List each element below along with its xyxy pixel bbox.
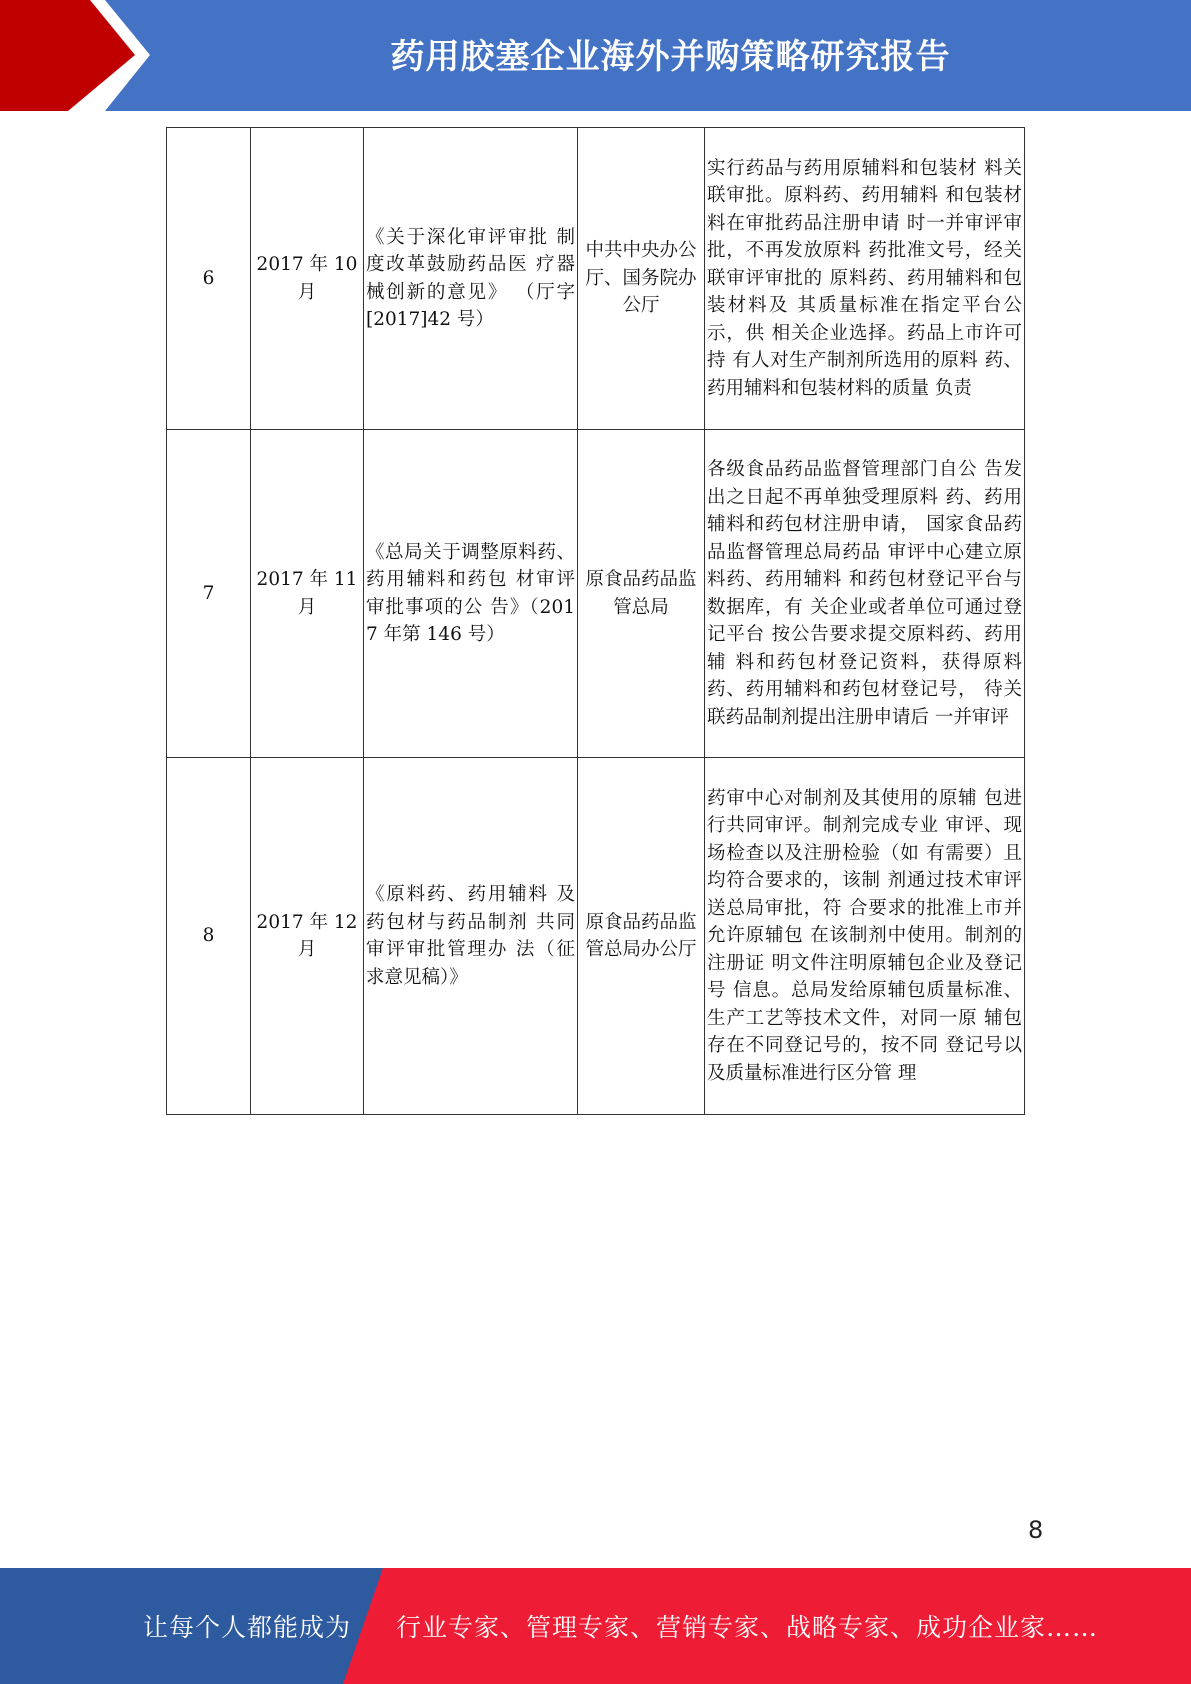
row-document: 《总局关于调整原料药、药用辅料和药包 材审评审批事项的公 告》（2017 年第 146 号） <box>364 430 578 758</box>
page-footer <box>0 1568 1191 1684</box>
policy-table <box>166 127 1025 1115</box>
row-issuer: 原食品药品监管总局办公厅 <box>578 758 705 1115</box>
footer-slogan-right: 行业专家、管理专家、营销专家、战略专家、成功企业家…… <box>396 1613 1099 1642</box>
header-arrow-icon <box>0 0 160 111</box>
row-date: 2017 年 11 月 <box>251 430 364 758</box>
row-content: 药审中心对制剂及其使用的原辅 包进行共同审评。制剂完成专业 审评、现场检查以及注册检验（如 有需要）且均符合要求的，该制 剂通过技术审评送总局审批，符 合要求的批准上市并允许原辅包 在该制剂中使用。制剂的注册证 明文件注明原辅包企业及登记号 信息。总局发给原辅包质量标准、 生产工艺等技术文件，对同一原 辅包存在不同登记号的，按不同 登记号以及质量标准进行区分管 理 <box>705 758 1025 1115</box>
row-issuer: 中共中央办公厅、国务院办公厅 <box>578 128 705 430</box>
row-date: 2017 年 12 月 <box>251 758 364 1115</box>
row-number: 8 <box>167 758 251 1115</box>
table-row <box>167 430 1025 758</box>
page-header <box>0 0 1191 111</box>
footer-slogan-left: 让每个人都能成为 <box>143 1613 352 1642</box>
row-content: 实行药品与药用原辅料和包装材 料关联审批。原料药、药用辅料 和包装材料在审批药品注册申请 时一并审评审批，不再发放原料 药批准文号，经关联审评审批的 原料药、药用辅料和包装材料及 其质量标准在指定平台公示，供 相关企业选择。药品上市许可持 有人对生产制剂所选用的原料 药、药用辅料和包装材料的质量 负责 <box>705 128 1025 430</box>
row-document: 《原料药、药用辅料 及药包材与药品制剂 共同审评审批管理办 法（征求意见稿）》 <box>364 758 578 1115</box>
row-content: 各级食品药品监督管理部门自公 告发出之日起不再单独受理原料 药、药用辅料和药包材注册申请， 国家食品药品监督管理总局药品 审评中心建立原料药、药用辅料 和药包材登记平台与数据库，有 关企业或者单位可通过登记平台 按公告要求提交原料药、药用辅 料和药包材登记资料，获得原料 药、药用辅料和药包材登记号， 待关联药品制剂提出注册申请后 一并审评 <box>705 430 1025 758</box>
page-number: 8 <box>1028 1516 1044 1544</box>
table-row <box>167 758 1025 1115</box>
row-date: 2017 年 10 月 <box>251 128 364 430</box>
row-number: 6 <box>167 128 251 430</box>
report-title: 药用胶塞企业海外并购策略研究报告 <box>390 36 951 77</box>
row-issuer: 原食品药品监管总局 <box>578 430 705 758</box>
table-row <box>167 128 1025 430</box>
row-number: 7 <box>167 430 251 758</box>
row-document: 《关于深化审评审批 制度改革鼓励药品医 疗器械创新的意见》 （厅字[2017]42 号） <box>364 128 578 430</box>
